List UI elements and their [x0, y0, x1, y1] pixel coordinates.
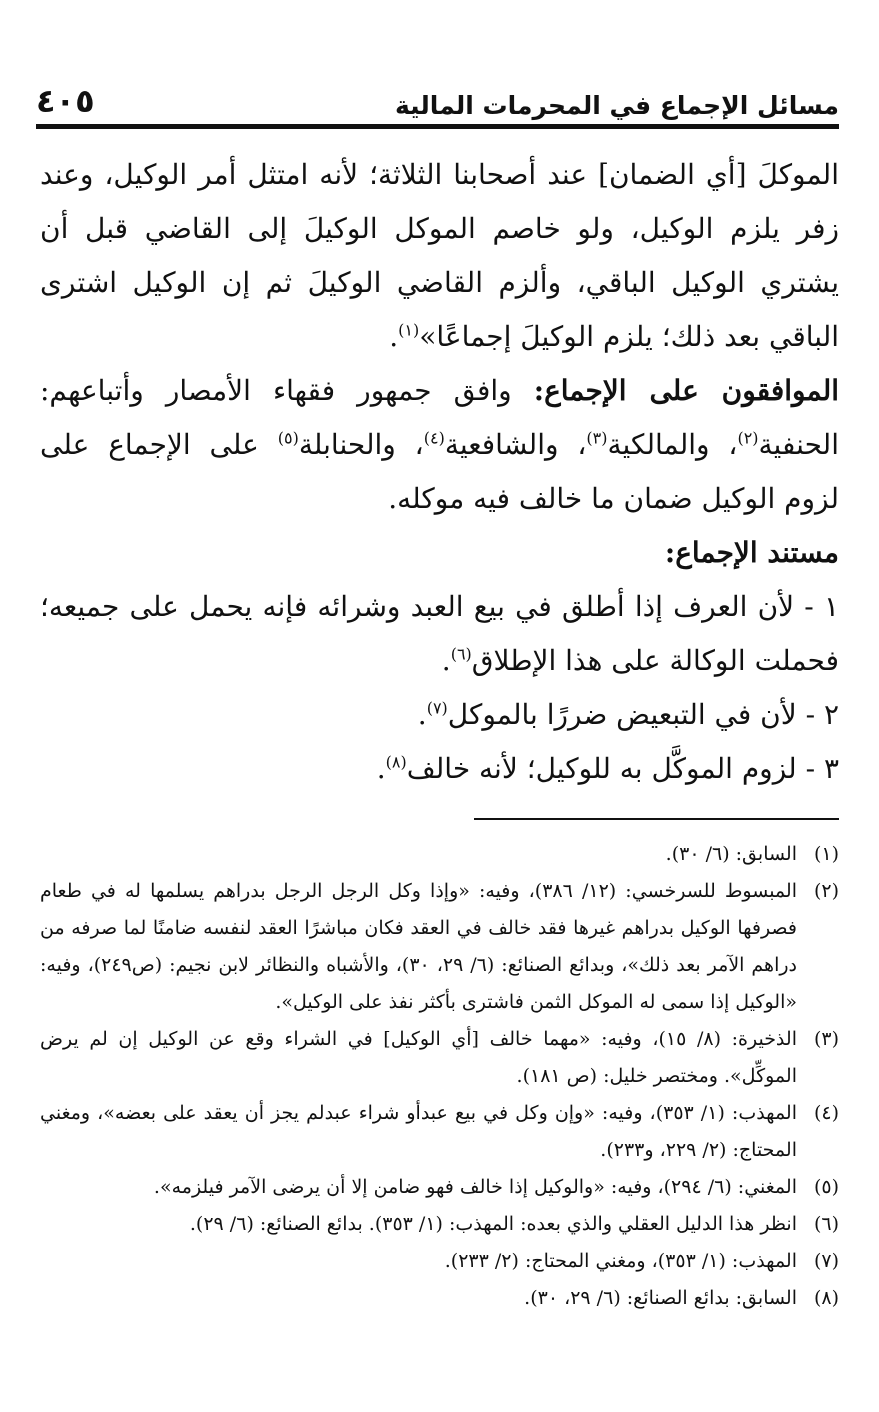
footnote-ref: (١) [398, 320, 420, 340]
page-header [36, 70, 839, 129]
main-text [40, 148, 839, 796]
footnote-number: (٥) [813, 1176, 839, 1198]
footnote [40, 873, 839, 1021]
running-title: مسائل الإجماع في المحرمات المالية [394, 91, 839, 120]
list-item [40, 688, 839, 742]
footnote-text: السابق: بدائع الصنائع: (٦/ ٢٩، ٣٠). [524, 1287, 797, 1309]
footnote-text: المغني: (٦/ ٢٩٤)، وفيه: «والوكيل إذا خالف فهو ضامن إلا أن يرضى الآمر فيلزمه». [153, 1176, 797, 1198]
footnote-ref: (٥) [277, 428, 299, 448]
footnote [40, 1243, 839, 1280]
footnote-text: الذخيرة: (٨/ ١٥)، وفيه: «مهما خالف [أي الوكيل] في الشراء وقع عن الوكيل إن لم يرض الموكِّل». ومختصر خليل: (ص ١٨١). [40, 1028, 797, 1087]
agreeing-paragraph [40, 364, 839, 526]
footnote-text: السابق: (٦/ ٣٠). [665, 843, 797, 865]
agreeing-text: ، والمالكية [607, 428, 738, 461]
agreeing-text: ، والشافعية [444, 428, 587, 461]
list-item-end: . [417, 698, 427, 731]
footnotes [40, 836, 839, 1317]
footnote-text: انظر هذا الدليل العقلي والذي بعده: المهذب: (١/ ٣٥٣). بدائع الصنائع: (٦/ ٢٩). [189, 1213, 797, 1235]
footnote-ref: (٢) [737, 428, 759, 448]
footnote [40, 1095, 839, 1169]
footnote-text: المبسوط للسرخسي: (١٢/ ٣٨٦)، وفيه: «وإذا وكل الرجل الرجل بدراهم يسلمها له في طعام فصرفها الوكيل بدراهم غيرها فقد خالف في العقد فكان مباشرًا العقد لنفسه ضامنًا لما صرفه من دراهم الآمر بعد ذلك»، وبدائع الصنائع: (٦/ ٢٩، ٣٠)، والأشباه والنظائر لابن نجيم: (ص٢٤٩)، وفيه: «الوكيل إذا سمى له الموكل الثمن فاشترى بأكثر نفذ على الوكيل». [40, 880, 797, 1013]
footnote-number: (٢) [813, 880, 839, 902]
footnote [40, 836, 839, 873]
footnote-text: المهذب: (١/ ٣٥٣)، وفيه: «وإن وكل في بيع عبدأو شراء عبدلم يجز أن يعقد على بعضه»، ومغني المحتاج: (٢/ ٢٢٩، و٢٣٣). [40, 1102, 797, 1161]
agreeing-heading: الموافقون على الإجماع: [533, 374, 840, 407]
footnote-number: (٣) [813, 1028, 839, 1050]
list-item-text: ١ - لأن العرف إذا أطلق في بيع العبد وشرائه فإنه يحمل على جميعه؛ فحملت الوكالة على هذا الإطلاق [40, 590, 839, 677]
agreeing-text: على الإجماع على لزوم الوكيل ضمان ما خالف فيه موكله. [40, 428, 839, 515]
footnote-divider [474, 818, 839, 820]
list-item [40, 742, 839, 796]
agreeing-text: وافق جمهور فقهاء الأمصار وأتباعهم: الحنفية [40, 374, 839, 461]
list-item-text: ٣ - لزوم الموكَّل به للوكيل؛ لأنه خالف [406, 752, 839, 785]
footnote-ref: (٦) [450, 644, 472, 664]
footnote-number: (١) [813, 843, 839, 865]
page-number: ٤٠٥ [36, 82, 95, 120]
list-item-text: ٢ - لأن في التبعيض ضررًا بالموكل [447, 698, 839, 731]
footnote-text: المهذب: (١/ ٣٥٣)، ومغني المحتاج: (٢/ ٢٣٣). [444, 1250, 797, 1272]
basis-heading: مستند الإجماع: [664, 536, 839, 569]
list-item-end: . [441, 644, 451, 677]
footnote [40, 1280, 839, 1317]
agreeing-text: ، والحنابلة [298, 428, 424, 461]
footnote-ref: (٤) [423, 428, 445, 448]
footnote-number: (٤) [813, 1102, 839, 1124]
footnote [40, 1021, 839, 1095]
paragraph-end: . [389, 320, 399, 353]
paragraph-text: الموكلَ [أي الضمان] عند أصحابنا الثلاثة؛ لأنه امتثل أمر الوكيل، وعند زفر يلزم الوكيل، ولو خاصم الموكل الوكيلَ إلى القاضي قبل أن يشتري الوكيل الباقي، وألزم القاضي الوكيلَ ثم إن الوكيل اشترى الباقي بعد ذلك؛ يلزم الوكيلَ إجماعًا» [40, 158, 839, 353]
footnote-number: (٦) [813, 1213, 839, 1235]
footnote [40, 1169, 839, 1206]
list-item [40, 580, 839, 688]
footnote [40, 1206, 839, 1243]
footnote-ref: (٧) [426, 698, 448, 718]
footnote-ref: (٣) [586, 428, 608, 448]
footnote-number: (٧) [813, 1250, 839, 1272]
footnote-number: (٨) [813, 1287, 839, 1309]
list-item-end: . [376, 752, 386, 785]
paragraph [40, 148, 839, 364]
footnote-ref: (٨) [385, 752, 407, 772]
